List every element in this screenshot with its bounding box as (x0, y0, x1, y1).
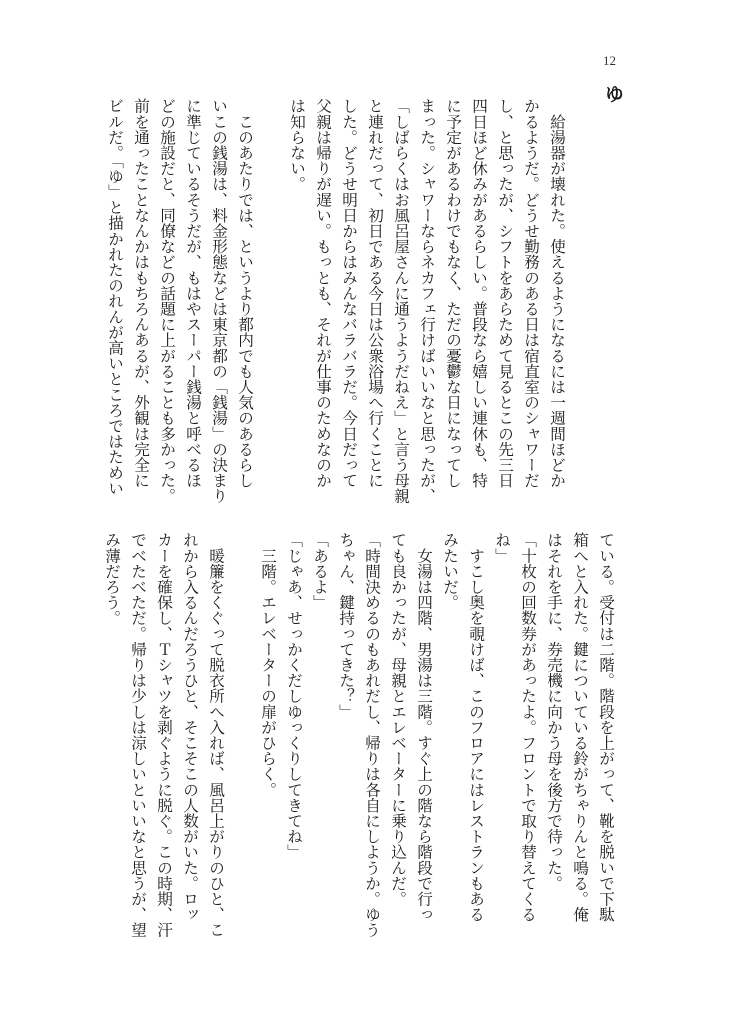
text-line: と連れだって、初日である今日は公衆浴場へ行くことに (366, 98, 384, 488)
text-line: ている。受付は二階。階段を上がって、靴を脱いで下駄 (597, 532, 615, 922)
page-number: 12 (603, 53, 616, 68)
text-line: 四日ほど休みがあるらしい。普段なら嬉しい連休も、特 (470, 98, 488, 488)
text-line: した。どうせ明日からはみんなバラバラだ。今日だって (340, 98, 358, 488)
text-line: 「十枚の回数券があったよ。フロントで取り替えてくる (519, 532, 537, 922)
text-line: 「じゃあ、せっかくだしゆっくりしてきてね」 (285, 532, 303, 860)
bottom-text-block (99, 532, 619, 938)
text-line: 暖簾をくぐって脱衣所へ入れば、風呂上がりのひと、こ (207, 532, 225, 938)
text-line: れから入るんだろうひと、そこそこの人数がいた。ロッ (181, 532, 199, 922)
text-line: このあたりでは、というより都内でも人気のあるらし (236, 98, 254, 488)
text-line: 女湯は四階、男湯は三階。すぐ上の階なら階段で行っ (415, 532, 433, 922)
top-text-block (102, 98, 570, 504)
text-line: すこし奥を覗けば、このフロアにはレストランもある (467, 532, 485, 922)
text-line: ても良かったが、母親とエレベーターに乗り込んだ。 (389, 532, 407, 907)
text-line: いこの銭湯は、料金形態などは東京都の「銭湯」の決まり (210, 98, 228, 504)
text-line: ちゃん、鍵持ってきた？」 (337, 532, 355, 720)
text-line: どの施設だと、同僚などの話題に上がることも多かった。 (158, 98, 176, 504)
text-line: し、と思ったが、シフトをあらためて見るとこの先三日 (496, 98, 514, 488)
text-line (258, 98, 284, 498)
text-line: に準じているそうだが、もはやスーパー銭湯と呼べるほ (184, 98, 202, 488)
text-line: み薄だろう。 (103, 532, 121, 626)
text-line: 「時間決めるのもあれだし、帰りは各自にしようか。ゆう (363, 532, 381, 938)
text-line (229, 532, 255, 932)
text-line: まった。シャワーならネカフェ行けばいいなと思ったが、 (418, 98, 436, 504)
text-line: かるようだ。どうせ勤務のある日は宿直室のシャワーだ (522, 98, 540, 488)
text-line: 父親は帰りが遅い。もっとも、それが仕事のためなのか (314, 98, 332, 488)
text-line: カーを確保し、Ｔシャツを剥ぐように脱ぐ。この時期、汗 (155, 532, 173, 938)
text-line: ビルだ。「ゆ」と描かれたのれんが高いところではためい (106, 98, 124, 496)
text-line: はそれを手に、券売機に向かう母を後方で待った。 (545, 532, 563, 891)
text-line: 「しばらくはお風呂屋さんに通うようだねえ」と言う母親 (392, 98, 410, 504)
text-line: 前を通ったことなんかはもちろんあるが、外観は完全に (132, 98, 150, 488)
text-line: は知らない。 (288, 98, 306, 192)
text-line: 箱へと入れた。鍵についている鈴がちゃりんと鳴る。俺 (571, 532, 589, 922)
text-line: でべたべただ。帰りは少しは涼しいといいなと思うが、望 (129, 532, 147, 938)
chapter-title: ゆ (602, 84, 624, 103)
text-line: 三階。エレベーターの扉がひらく。 (259, 532, 277, 798)
text-line: みたいだ。 (441, 532, 459, 610)
text-line: 「あるよ」 (311, 532, 329, 610)
text-line: に予定があるわけでもなく、ただの憂鬱な日になってし (444, 98, 462, 488)
text-line: 給湯器が壊れた。使えるようになるには一週間ほどか (548, 98, 566, 488)
text-line: ね」 (493, 532, 511, 564)
